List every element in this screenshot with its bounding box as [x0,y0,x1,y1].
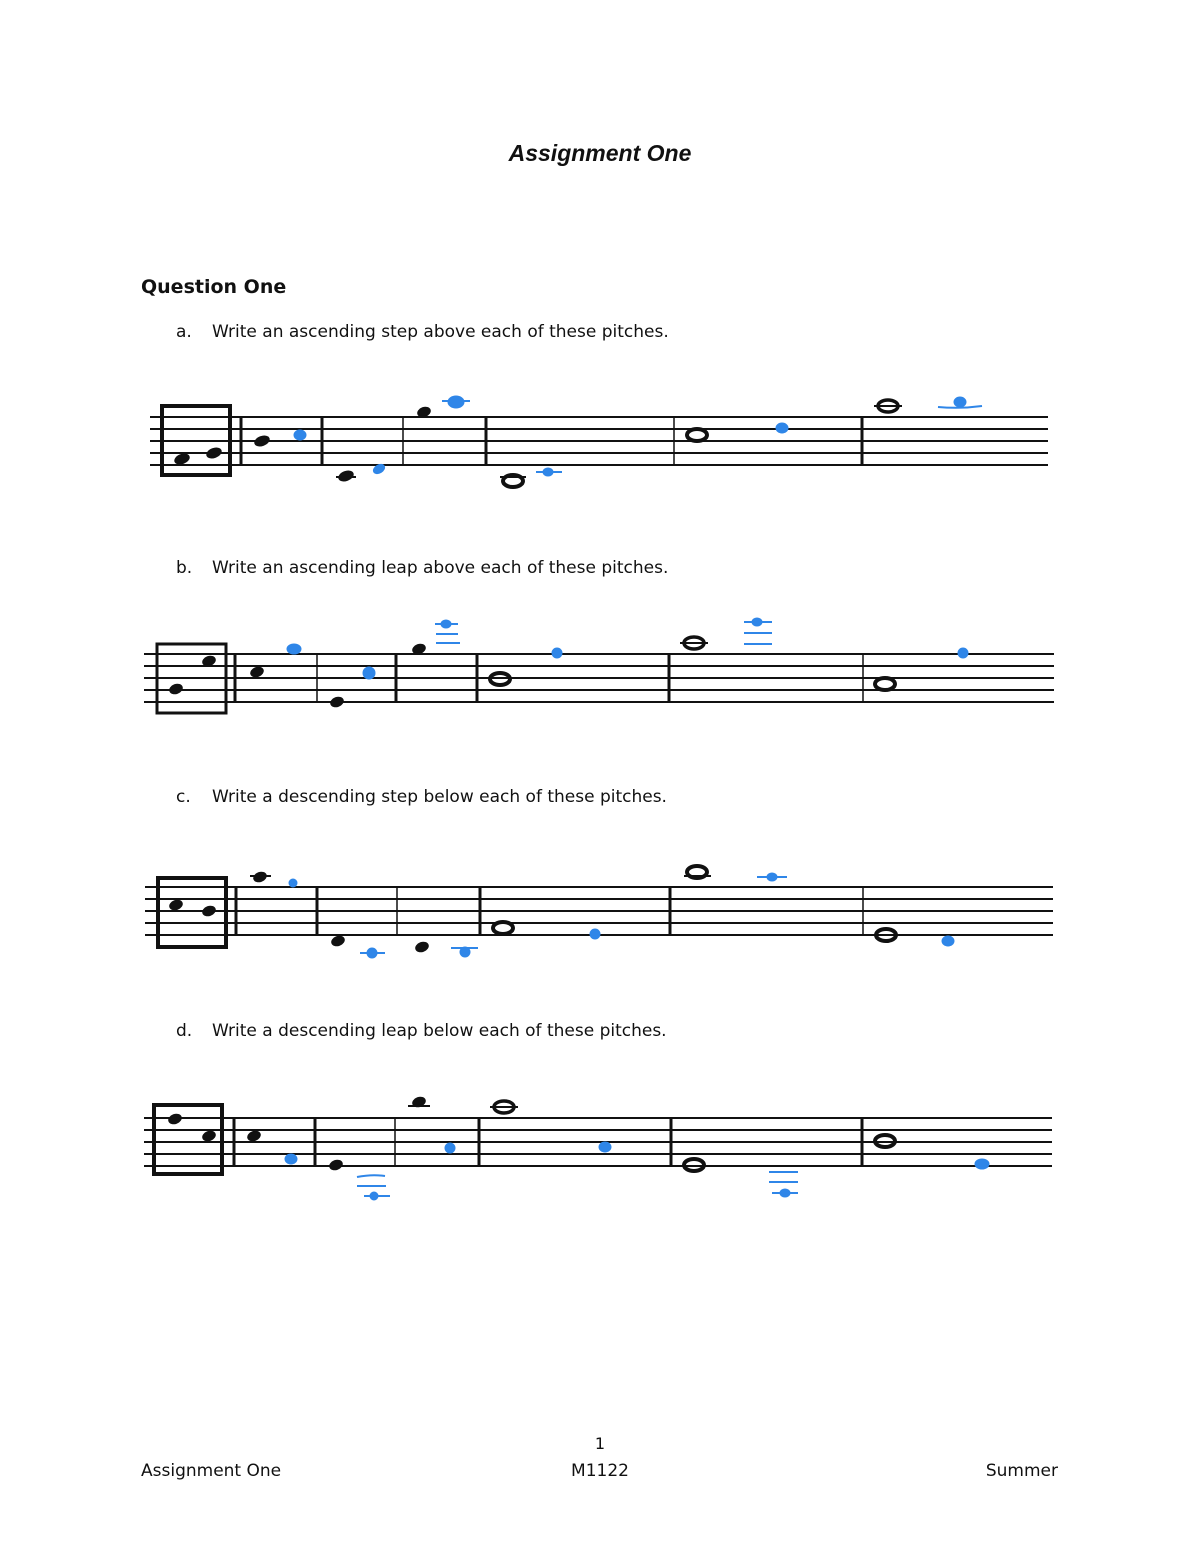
footer-right: Summer [985,1461,1058,1481]
note [167,1112,184,1126]
note [205,446,223,461]
answer-note [590,929,600,939]
answer-note [285,1154,297,1164]
answer-note [294,430,306,440]
instruction-text: Write an ascending step above each of these pitches. [212,322,669,342]
instruction-label: a. [176,322,192,342]
instruction-text: Write an ascending leap above each of these pitches. [212,558,669,578]
footer-left: Assignment One [141,1461,282,1481]
answer-note [445,1143,455,1153]
instruction-label: c. [176,787,191,807]
staff-d [144,1095,1052,1200]
answer-note [942,936,954,946]
answer-note [289,879,297,887]
note [329,695,346,709]
page-title: Assignment One [508,140,692,166]
answer-note [958,648,968,658]
note [249,665,266,679]
note [246,1129,263,1143]
whole-note [490,1101,518,1113]
staff-a [150,396,1048,487]
answer-note [776,423,788,433]
footer-center: M1122 [571,1461,629,1481]
instruction-text: Write a descending step below each of these pitches. [212,787,667,807]
note [168,898,185,912]
clef-box [158,878,226,947]
instruction-label: d. [176,1021,193,1041]
whole-note [684,866,711,878]
answer-note [975,1159,989,1169]
note [253,434,271,449]
staff-b [144,618,1054,713]
whole-note [500,475,526,487]
whole-note [493,922,513,934]
note [414,940,431,954]
whole-note [875,678,895,690]
page-number: 1 [594,1434,606,1453]
answer-note [363,667,375,679]
whole-note [680,637,708,649]
answer-note [287,644,301,654]
question-heading: Question One [141,276,287,298]
note [201,1129,218,1143]
staff-c [145,866,1053,958]
instruction-label: b. [176,558,193,578]
note [328,1158,345,1172]
instruction-text: Write a descending leap below each of these pitches. [212,1021,667,1041]
whole-note [687,429,707,441]
whole-note [874,400,902,412]
answer-note [552,648,562,658]
note [201,904,218,918]
note [168,682,185,696]
note [330,934,347,948]
answer-note [599,1142,611,1152]
answer-note [954,397,966,407]
